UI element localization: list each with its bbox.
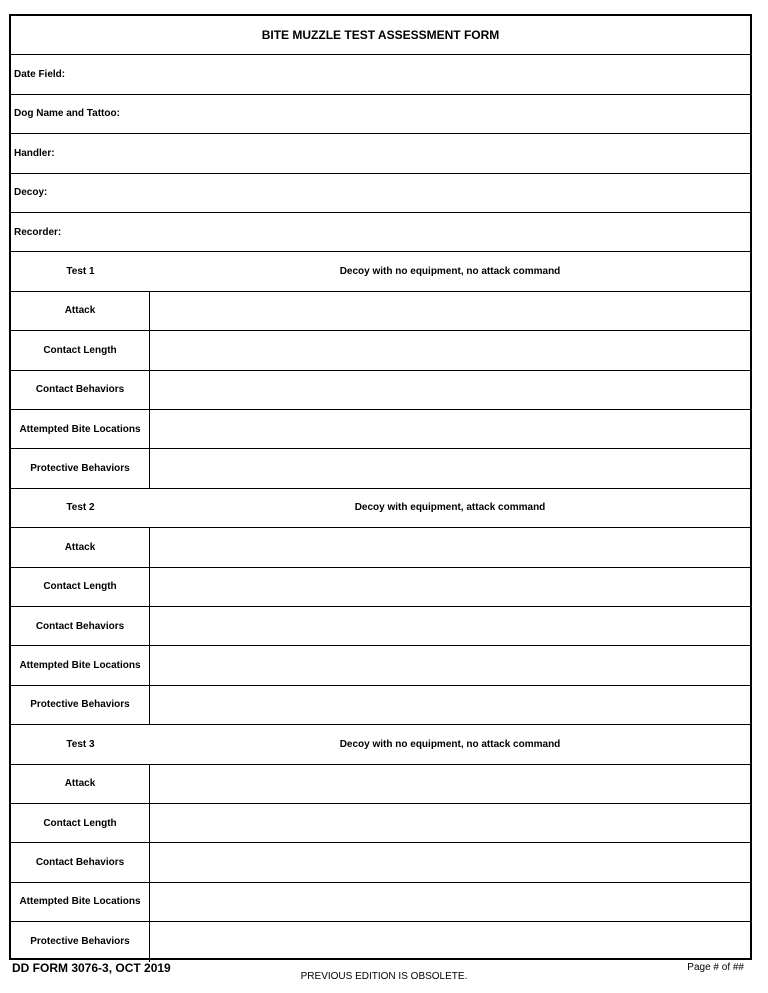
- date-field-label: Date Field:: [14, 69, 66, 81]
- test-2-attack-field[interactable]: [150, 528, 750, 566]
- form-title: BITE MUZZLE TEST ASSESSMENT FORM: [261, 28, 500, 43]
- test-1-header-row: [11, 252, 750, 291]
- handler-row[interactable]: [11, 134, 750, 173]
- handler-label: Handler:: [14, 147, 55, 159]
- test-1-protective-behaviors-row: [11, 449, 750, 488]
- form-title-row: [11, 16, 750, 55]
- test-3-label: Test 3: [66, 738, 95, 750]
- recorder-label: Recorder:: [14, 226, 62, 238]
- decoy-row[interactable]: [11, 174, 750, 213]
- test-2-attack-row: [11, 528, 750, 567]
- test-2-header-row: [11, 489, 750, 528]
- assessment-form: [9, 14, 752, 960]
- test-2-contact-behaviors-row: [11, 607, 750, 646]
- test-1-protective-behaviors-label: Protective Behaviors: [11, 449, 150, 487]
- test-2-contact-length-row: [11, 568, 750, 607]
- test-1-contact-length-field[interactable]: [150, 331, 750, 369]
- test-3-contact-behaviors-label: Contact Behaviors: [11, 843, 150, 881]
- test-3-contact-behaviors-field[interactable]: [150, 843, 750, 881]
- form-number: DD FORM 3076-3, OCT 2019: [12, 961, 171, 975]
- page-number: Page # of ##: [687, 962, 744, 973]
- test-3-attack-row: [11, 765, 750, 804]
- test-3-bite-locations-row: [11, 883, 750, 922]
- test-1-label: Test 1: [66, 266, 95, 278]
- test-3-contact-length-field[interactable]: [150, 804, 750, 842]
- date-field-row[interactable]: [11, 55, 750, 94]
- test-1-attack-row: [11, 292, 750, 331]
- test-2-protective-behaviors-row: [11, 686, 750, 725]
- test-2-description: Decoy with equipment, attack command: [354, 502, 546, 514]
- test-2-contact-behaviors-field[interactable]: [150, 607, 750, 645]
- test-1-attack-field[interactable]: [150, 292, 750, 330]
- test-3-contact-behaviors-row: [11, 843, 750, 882]
- test-1-contact-length-row: [11, 331, 750, 370]
- test-2-bite-locations-row: [11, 646, 750, 685]
- test-1-attack-label: Attack: [11, 292, 150, 330]
- test-1-bite-locations-row: [11, 410, 750, 449]
- test-3-contact-length-row: [11, 804, 750, 843]
- test-3-header-row: [11, 725, 750, 764]
- test-1-bite-locations-field[interactable]: [150, 410, 750, 448]
- test-1-contact-behaviors-field[interactable]: [150, 371, 750, 409]
- test-2-bite-locations-label: Attempted Bite Locations: [11, 646, 150, 684]
- test-2-label: Test 2: [66, 502, 95, 514]
- decoy-label: Decoy:: [14, 187, 48, 199]
- test-3-protective-behaviors-row: [11, 922, 750, 961]
- test-1-contact-behaviors-label: Contact Behaviors: [11, 371, 150, 409]
- test-3-attack-field[interactable]: [150, 765, 750, 803]
- test-2-contact-length-field[interactable]: [150, 568, 750, 606]
- test-3-protective-behaviors-field[interactable]: [150, 922, 750, 961]
- recorder-row[interactable]: [11, 213, 750, 252]
- dog-name-tattoo-label: Dog Name and Tattoo:: [14, 108, 120, 120]
- test-2-contact-behaviors-label: Contact Behaviors: [11, 607, 150, 645]
- dog-name-tattoo-row[interactable]: [11, 95, 750, 134]
- test-3-contact-length-label: Contact Length: [11, 804, 150, 842]
- test-1-contact-length-label: Contact Length: [11, 331, 150, 369]
- test-2-protective-behaviors-label: Protective Behaviors: [11, 686, 150, 724]
- test-3-attack-label: Attack: [11, 765, 150, 803]
- test-3-bite-locations-field[interactable]: [150, 883, 750, 921]
- test-1-description: Decoy with no equipment, no attack command: [339, 266, 561, 278]
- test-2-protective-behaviors-field[interactable]: [150, 686, 750, 724]
- test-1-protective-behaviors-field[interactable]: [150, 449, 750, 487]
- test-3-protective-behaviors-label: Protective Behaviors: [11, 922, 150, 961]
- test-2-bite-locations-field[interactable]: [150, 646, 750, 684]
- test-3-description: Decoy with no equipment, no attack command: [339, 738, 561, 750]
- test-1-bite-locations-label: Attempted Bite Locations: [11, 410, 150, 448]
- test-1-contact-behaviors-row: [11, 371, 750, 410]
- test-2-attack-label: Attack: [11, 528, 150, 566]
- edition-note: PREVIOUS EDITION IS OBSOLETE.: [300, 971, 468, 982]
- test-3-bite-locations-label: Attempted Bite Locations: [11, 883, 150, 921]
- test-2-contact-length-label: Contact Length: [11, 568, 150, 606]
